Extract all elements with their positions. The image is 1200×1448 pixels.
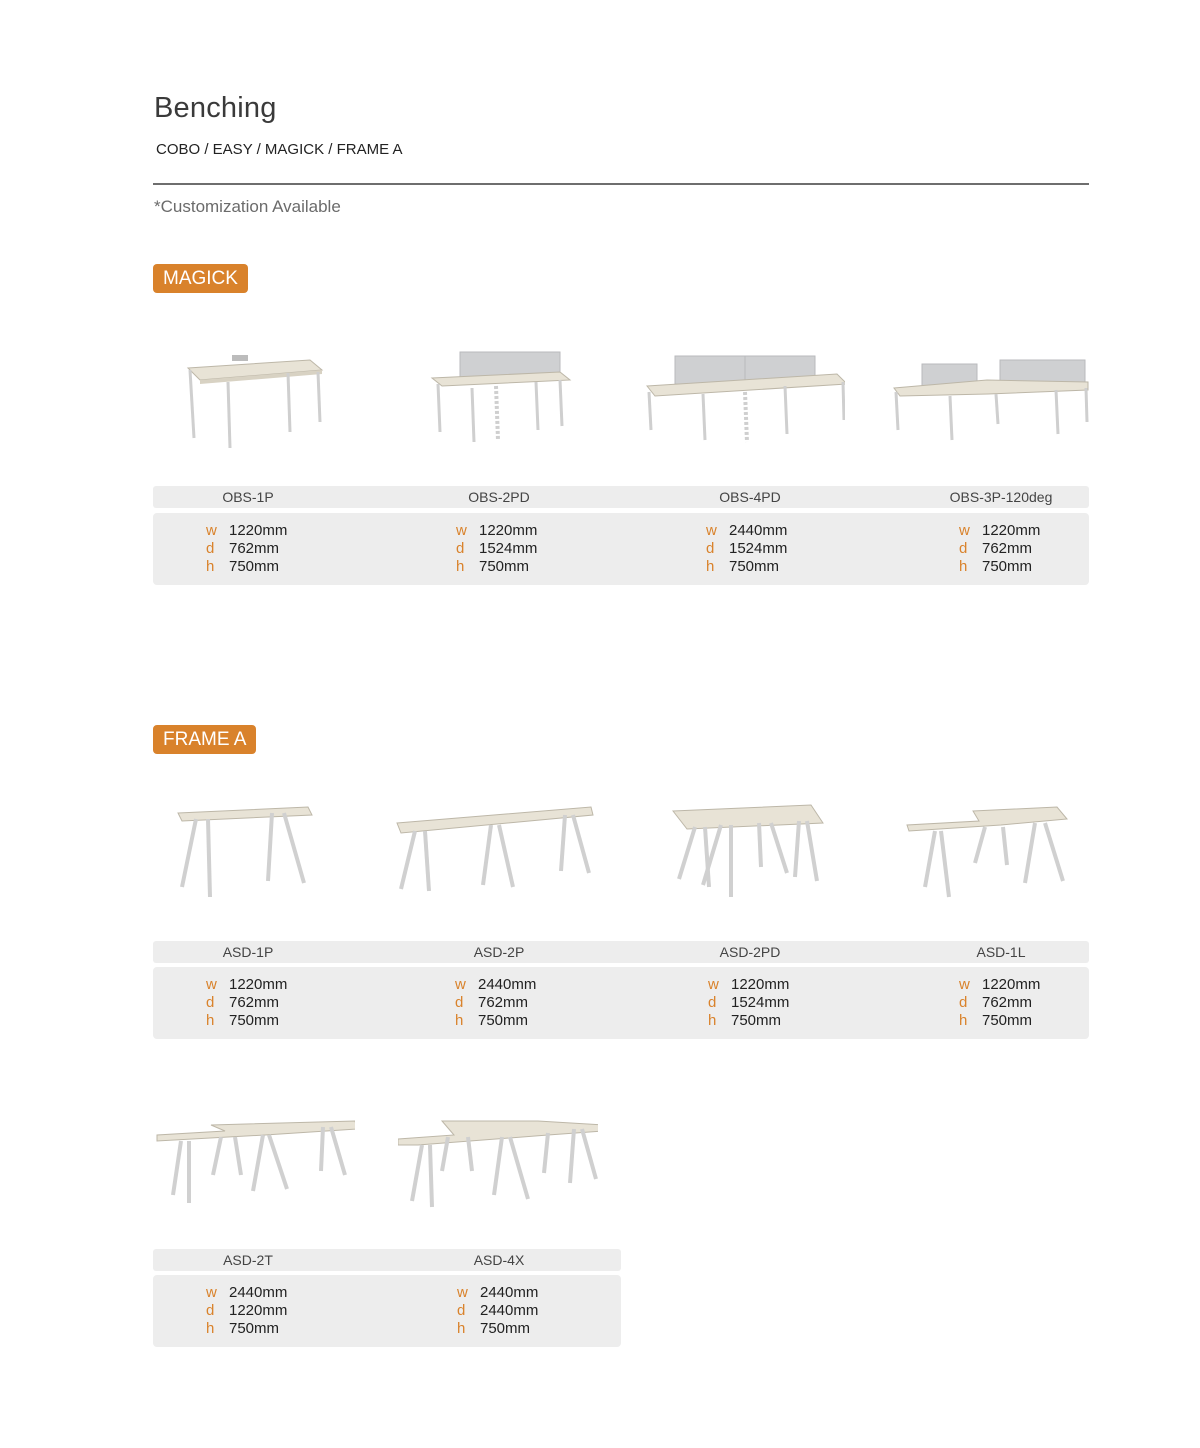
height-value: 750mm: [229, 1012, 280, 1029]
height-label: h: [456, 558, 465, 575]
depth-label: d: [708, 994, 717, 1011]
width-value: 2440mm: [729, 522, 788, 539]
width-value: 1220mm: [229, 522, 288, 539]
depth-value: 2440mm: [480, 1302, 539, 1319]
spec-panel-frame-a-row2: [153, 1275, 621, 1347]
height-value: 750mm: [731, 1012, 782, 1029]
product-code: ASD-1P: [222, 944, 274, 960]
depth-value: 1524mm: [731, 994, 790, 1011]
page-title: Benching: [154, 92, 277, 124]
spec-obs-2pd: [456, 522, 537, 576]
depth-label: d: [455, 994, 464, 1011]
customization-note: *Customization Available: [154, 197, 341, 216]
depth-value: 762mm: [229, 994, 280, 1011]
spec-asd-4x: [457, 1284, 538, 1338]
width-label: w: [959, 522, 970, 539]
depth-value: 1524mm: [479, 540, 538, 557]
product-code: ASD-1L: [976, 944, 1026, 960]
spec-obs-1p: [206, 522, 287, 576]
product-code: ASD-4X: [473, 1252, 525, 1268]
width-value: 1220mm: [731, 976, 790, 993]
product-image-asd-2pd: [665, 785, 865, 925]
height-value: 750mm: [982, 558, 1033, 575]
height-label: h: [455, 1012, 464, 1029]
single-desk-icon: [160, 330, 360, 470]
a-frame-x-desk-icon: [398, 1095, 598, 1235]
depth-value: 1524mm: [729, 540, 788, 557]
height-label: h: [206, 558, 215, 575]
height-value: 750mm: [478, 1012, 529, 1029]
product-image-asd-2t: [155, 1095, 355, 1235]
height-value: 750mm: [480, 1320, 531, 1337]
product-code: OBS-2PD: [468, 489, 530, 505]
a-frame-single-desk-icon: [160, 785, 360, 925]
name-bar-frame-a-row2: [153, 1249, 621, 1271]
depth-label: d: [206, 994, 215, 1011]
width-value: 1220mm: [479, 522, 538, 539]
height-value: 750mm: [229, 558, 280, 575]
spec-obs-3p-120deg: [959, 522, 1040, 576]
product-image-obs-4pd: [645, 330, 845, 470]
depth-value: 762mm: [982, 540, 1033, 557]
height-label: h: [708, 1012, 717, 1029]
width-label: w: [206, 522, 217, 539]
a-frame-t-desk-icon: [155, 1095, 355, 1235]
height-value: 750mm: [229, 1320, 280, 1337]
depth-label: d: [457, 1302, 466, 1319]
product-code: OBS-4PD: [719, 489, 781, 505]
height-value: 750mm: [479, 558, 530, 575]
width-value: 1220mm: [982, 522, 1041, 539]
depth-label: d: [706, 540, 715, 557]
width-label: w: [457, 1284, 468, 1301]
height-label: h: [206, 1012, 215, 1029]
product-image-asd-4x: [398, 1095, 598, 1235]
height-label: h: [959, 1012, 968, 1029]
spec-asd-1l: [959, 976, 1040, 1030]
width-value: 2440mm: [478, 976, 537, 993]
double-desk-screen-icon: [410, 330, 610, 470]
width-value: 2440mm: [229, 1284, 288, 1301]
product-code: OBS-3P-120deg: [949, 489, 1053, 505]
spec-asd-2pd: [708, 976, 789, 1030]
width-value: 1220mm: [229, 976, 288, 993]
height-label: h: [959, 558, 968, 575]
a-frame-double-desk-icon: [665, 785, 865, 925]
product-image-asd-1p: [160, 785, 360, 925]
depth-label: d: [206, 540, 215, 557]
product-image-asd-2p: [395, 785, 595, 925]
a-frame-l-desk-icon: [905, 785, 1105, 925]
divider: [153, 183, 1089, 185]
spec-asd-2t: [206, 1284, 287, 1338]
depth-label: d: [206, 1302, 215, 1319]
spec-asd-1p: [206, 976, 287, 1030]
product-code: ASD-2PD: [719, 944, 781, 960]
spec-panel-magick: [153, 513, 1089, 585]
width-label: w: [206, 1284, 217, 1301]
product-image-obs-3p-120deg: [892, 330, 1092, 470]
width-label: w: [456, 522, 467, 539]
height-label: h: [457, 1320, 466, 1337]
depth-value: 762mm: [982, 994, 1033, 1011]
depth-label: d: [959, 994, 968, 1011]
section-badge-frame-a: FRAME A: [153, 725, 256, 754]
name-bar-magick: [153, 486, 1089, 508]
width-label: w: [708, 976, 719, 993]
name-bar-frame-a-row1: [153, 941, 1089, 963]
width-label: w: [706, 522, 717, 539]
page-subtitle: COBO / EASY / MAGICK / FRAME A: [156, 141, 403, 158]
spec-asd-2p: [455, 976, 536, 1030]
width-label: w: [206, 976, 217, 993]
height-value: 750mm: [729, 558, 780, 575]
depth-value: 762mm: [229, 540, 280, 557]
quad-desk-screen-icon: [645, 330, 845, 470]
spec-obs-4pd: [706, 522, 787, 576]
width-value: 2440mm: [480, 1284, 539, 1301]
depth-value: 1220mm: [229, 1302, 288, 1319]
height-label: h: [706, 558, 715, 575]
width-label: w: [455, 976, 466, 993]
depth-value: 762mm: [478, 994, 529, 1011]
product-image-asd-1l: [905, 785, 1105, 925]
triple-desk-120-icon: [892, 330, 1092, 470]
product-code: ASD-2P: [473, 944, 525, 960]
depth-label: d: [456, 540, 465, 557]
a-frame-long-desk-icon: [395, 785, 595, 925]
product-image-obs-1p: [160, 330, 360, 470]
product-image-obs-2pd: [410, 330, 610, 470]
product-code: OBS-1P: [222, 489, 274, 505]
depth-label: d: [959, 540, 968, 557]
spec-panel-frame-a-row1: [153, 967, 1089, 1039]
section-badge-magick: MAGICK: [153, 264, 248, 293]
width-value: 1220mm: [982, 976, 1041, 993]
height-value: 750mm: [982, 1012, 1033, 1029]
height-label: h: [206, 1320, 215, 1337]
width-label: w: [959, 976, 970, 993]
product-code: ASD-2T: [223, 1252, 273, 1268]
